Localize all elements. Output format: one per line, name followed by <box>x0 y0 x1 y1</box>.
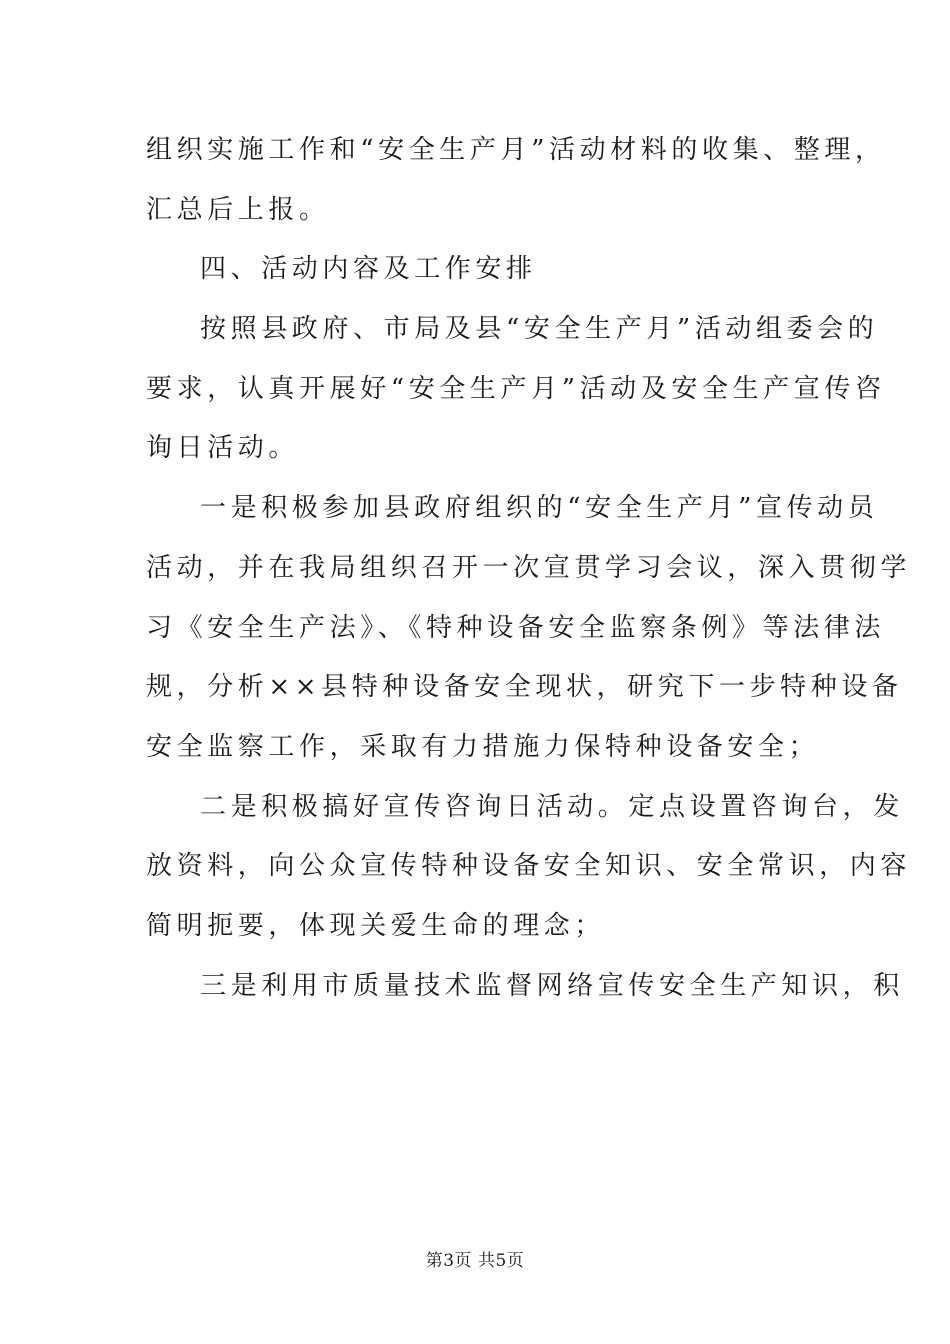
text-line: 二是积极搞好宣传咨询日活动。定点设置咨询台，发 <box>200 791 904 822</box>
text-line: 放资料，向公众宣传特种设备安全知识、安全常识，内容 <box>146 851 912 882</box>
page-number: 第3页 共5页 <box>425 1251 525 1271</box>
text-line: 习《安全生产法》、《特种设备安全监察条例》等法律法 <box>146 612 886 643</box>
text-line: 询日活动。 <box>146 433 300 464</box>
text-line: 按照县政府、市局及县“安全生产月”活动组委会的 <box>200 314 879 345</box>
text-line: 简明扼要，体现关爱生命的理念； <box>146 910 606 941</box>
text-line: 规，分析××县特种设备安全现状，研究下一步特种设备 <box>146 672 903 703</box>
text-line: 活动，并在我局组织召开一次宣贯学习会议，深入贯彻学 <box>146 552 912 583</box>
text-line: 要求，认真开展好“安全生产月”活动及安全生产宣传咨 <box>146 373 886 404</box>
text-line: 安全监察工作，采取有力措施力保特种设备安全； <box>146 731 820 762</box>
body-text <box>146 128 912 1023</box>
text-line: 汇总后上报。 <box>146 194 330 225</box>
text-line: 组织实施工作和“安全生产月”活动材料的收集、整理， <box>146 135 886 165</box>
section-heading: 四、活动内容及工作安排 <box>200 254 537 285</box>
text-line: 一是积极参加县政府组织的“安全生产月”宣传动员 <box>200 493 879 524</box>
text-line: 三是利用市质量技术监督网络宣传安全生产知识，积 <box>200 970 904 1001</box>
